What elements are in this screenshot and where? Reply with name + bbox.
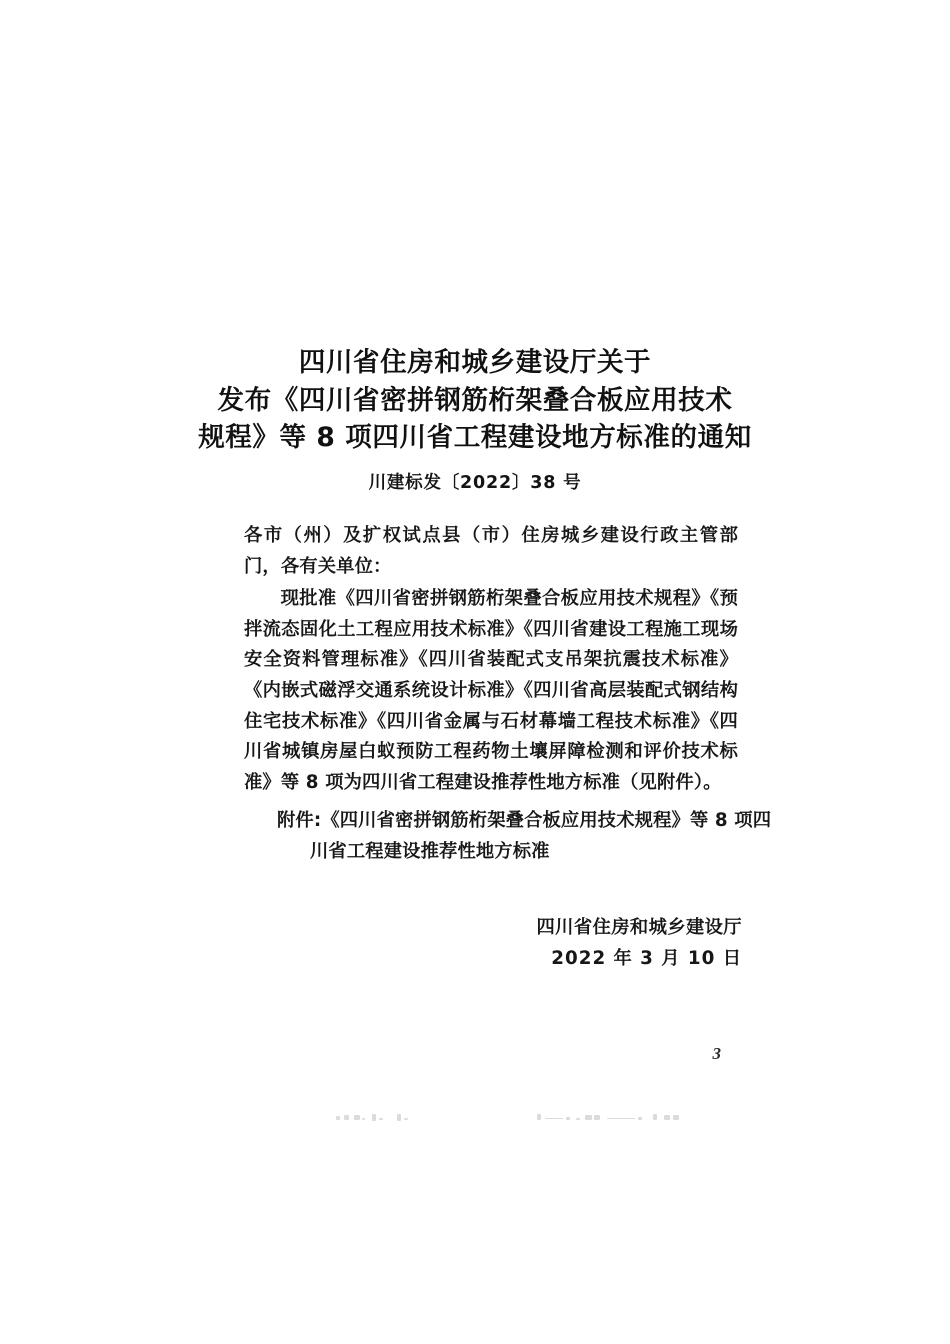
page-number: 3: [712, 1044, 721, 1063]
attachment-block: [244, 806, 772, 867]
document-number: 川建标发〔2022〕38 号: [368, 472, 582, 493]
document-title-block: [0, 344, 950, 495]
signature-block: [0, 913, 742, 974]
document-body: [244, 521, 738, 798]
signature-date: 2022 年 3 月 10 日: [551, 947, 742, 969]
signature-issuer: 四川省住房和城乡建设厅: [536, 917, 742, 938]
scan-bleed-artifacts: [0, 1110, 950, 1130]
salutation-paragraph: 各市（州）及扩权试点县（市）住房城乡建设行政主管部门，各有关单位：: [244, 525, 738, 577]
attachment-line-2: 川省工程建设推荐性地方标准: [310, 840, 550, 862]
attachment-line-1: 附件:《四川省密拼钢筋桁架叠合板应用技术规程》等 8 项四: [277, 810, 772, 831]
page-title-line-1: 四川省住房和城乡建设厅关于: [298, 347, 652, 378]
page-title-line-3: 规程》等 8 项四川省工程建设地方标准的通知: [198, 422, 752, 453]
body-paragraph-1: 现批准《四川省密拼钢筋桁架叠合板应用技术规程》《预拌流态固化土工程应用技术标准》《四川省建设工程施工现场安全资料管理标准》《四川省装配式支吊架抗震技术标准》《内嵌式磁浮交通系统设计标准》《四川省高层装配式钢结构住宅技术标准》《四川省金属与石材幕墙工程技术标准》《四川省城镇房屋白蚁预防工程药物土壤屏障检测和评价技术标准》等 8 项为四川省工程建设推荐性地方标准（见附件）。: [244, 588, 738, 793]
page-title-line-2: 发布《四川省密拼钢筋桁架叠合板应用技术: [217, 384, 733, 416]
